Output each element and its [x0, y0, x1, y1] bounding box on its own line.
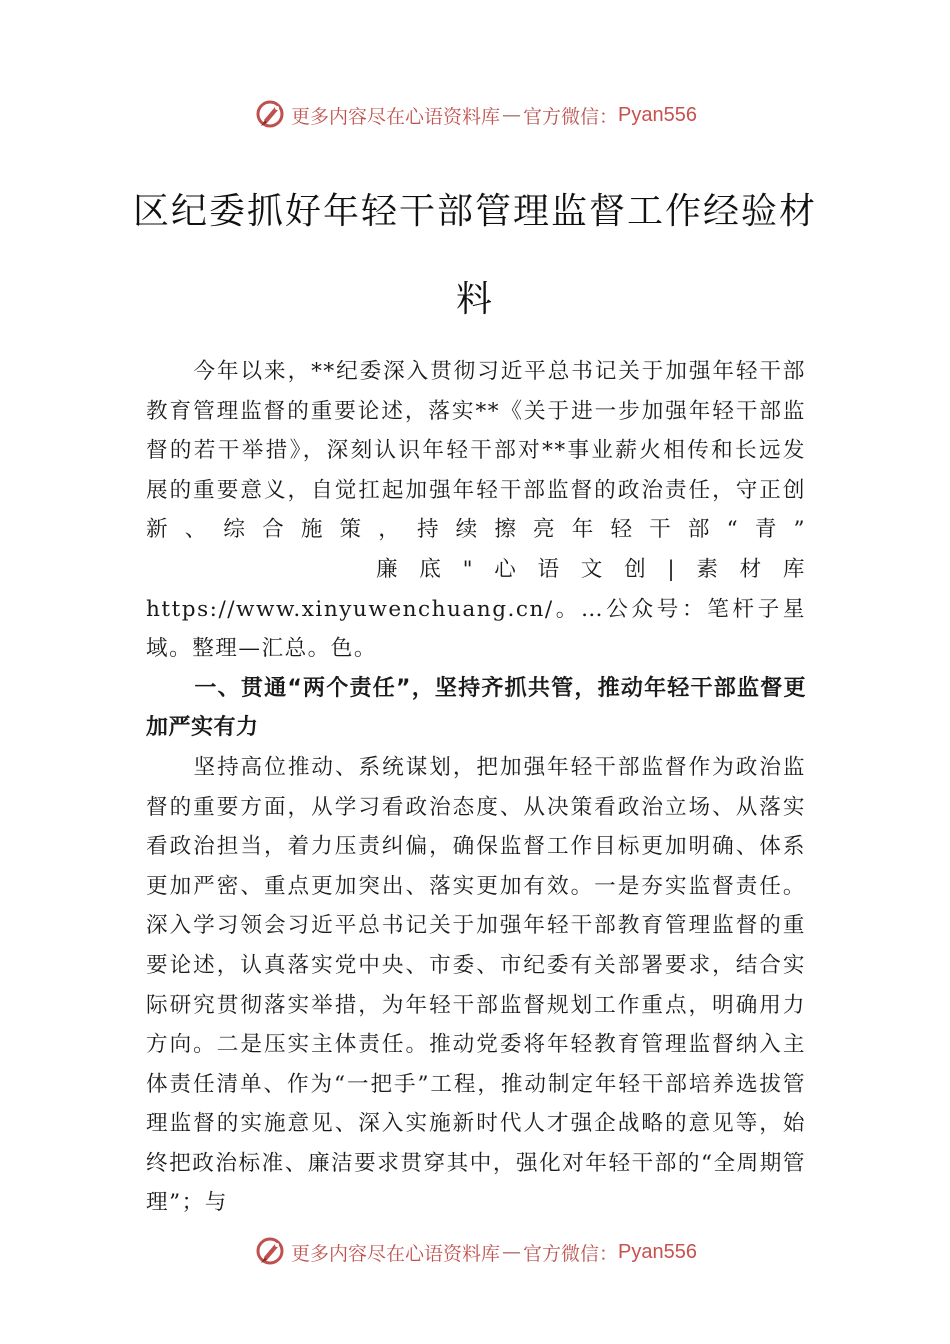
banner-separator: — [502, 1241, 522, 1263]
header-watermark-banner [0, 95, 950, 135]
section-1-heading: 一、贯通“两个责任”，坚持齐抓共管，推动年轻干部监督更加严实有力 [146, 675, 806, 741]
brand-logo-icon [253, 1235, 287, 1269]
banner-wechat-id: Pyan556 [618, 1240, 697, 1263]
banner-wechat-label: 官方微信： [523, 1242, 619, 1265]
intro-paragraph-watermark-line: 廉底"心语文创|素材库 [376, 556, 806, 582]
banner-wechat-id: Pyan556 [618, 103, 697, 126]
banner-lead-text: 更多内容尽在心语资料库 [291, 1242, 501, 1265]
banner-separator: — [502, 104, 522, 126]
document-title: 区纪委抓好年轻干部管理监督工作经验材料 [132, 191, 817, 320]
document-body [146, 352, 806, 1223]
intro-paragraph-tail: https://www.xinyuwenchuang.cn/。…公众号：笔杆子星域。整理—汇总。色。 [146, 596, 806, 662]
banner-wechat-label: 官方微信： [523, 105, 619, 128]
section-1-body: 坚持高位推动、系统谋划，把加强年轻干部监督作为政治监督的重要方面，从学习看政治态度、从决策看政治立场、从落实看政治担当，着力压责纠偏，确保监督工作目标更加明确、体系更加严密、重点更加突出、落实更加有效。一是夯实监督责任。深入学习领会习近平总书记关于加强年轻干部教育管理监督的重要论述，认真落实党中央、市委、市纪委有关部署要求，结合实际研究贯彻落实举措，为年轻干部监督规划工作重点，明确用力方向。二是压实主体责任。推动党委将年轻教育管理监督纳入主体责任清单、作为“一把手”工程，推动制定年轻干部培养选拔管理监督的实施意见、深入实施新时代人才强企战略的意见等，始终把政治标准、廉洁要求贯穿其中，强化对年轻干部的“全周期管理”；与 [146, 754, 806, 1216]
banner-lead-text: 更多内容尽在心语资料库 [291, 105, 501, 128]
footer-watermark-banner [0, 1232, 950, 1272]
brand-logo-icon [253, 98, 287, 132]
intro-paragraph-main: 今年以来，**纪委深入贯彻习近平总书记关于加强年轻干部教育管理监督的重要论述，落实**《关于进一步加强年轻干部监督的若干举措》，深刻认识年轻干部对**事业薪火相传和长远发展的重要意义，自觉扛起加强年轻干部监督的政治责任，守正创新、综合施策，持续擦亮年轻干部“青” [146, 359, 806, 543]
